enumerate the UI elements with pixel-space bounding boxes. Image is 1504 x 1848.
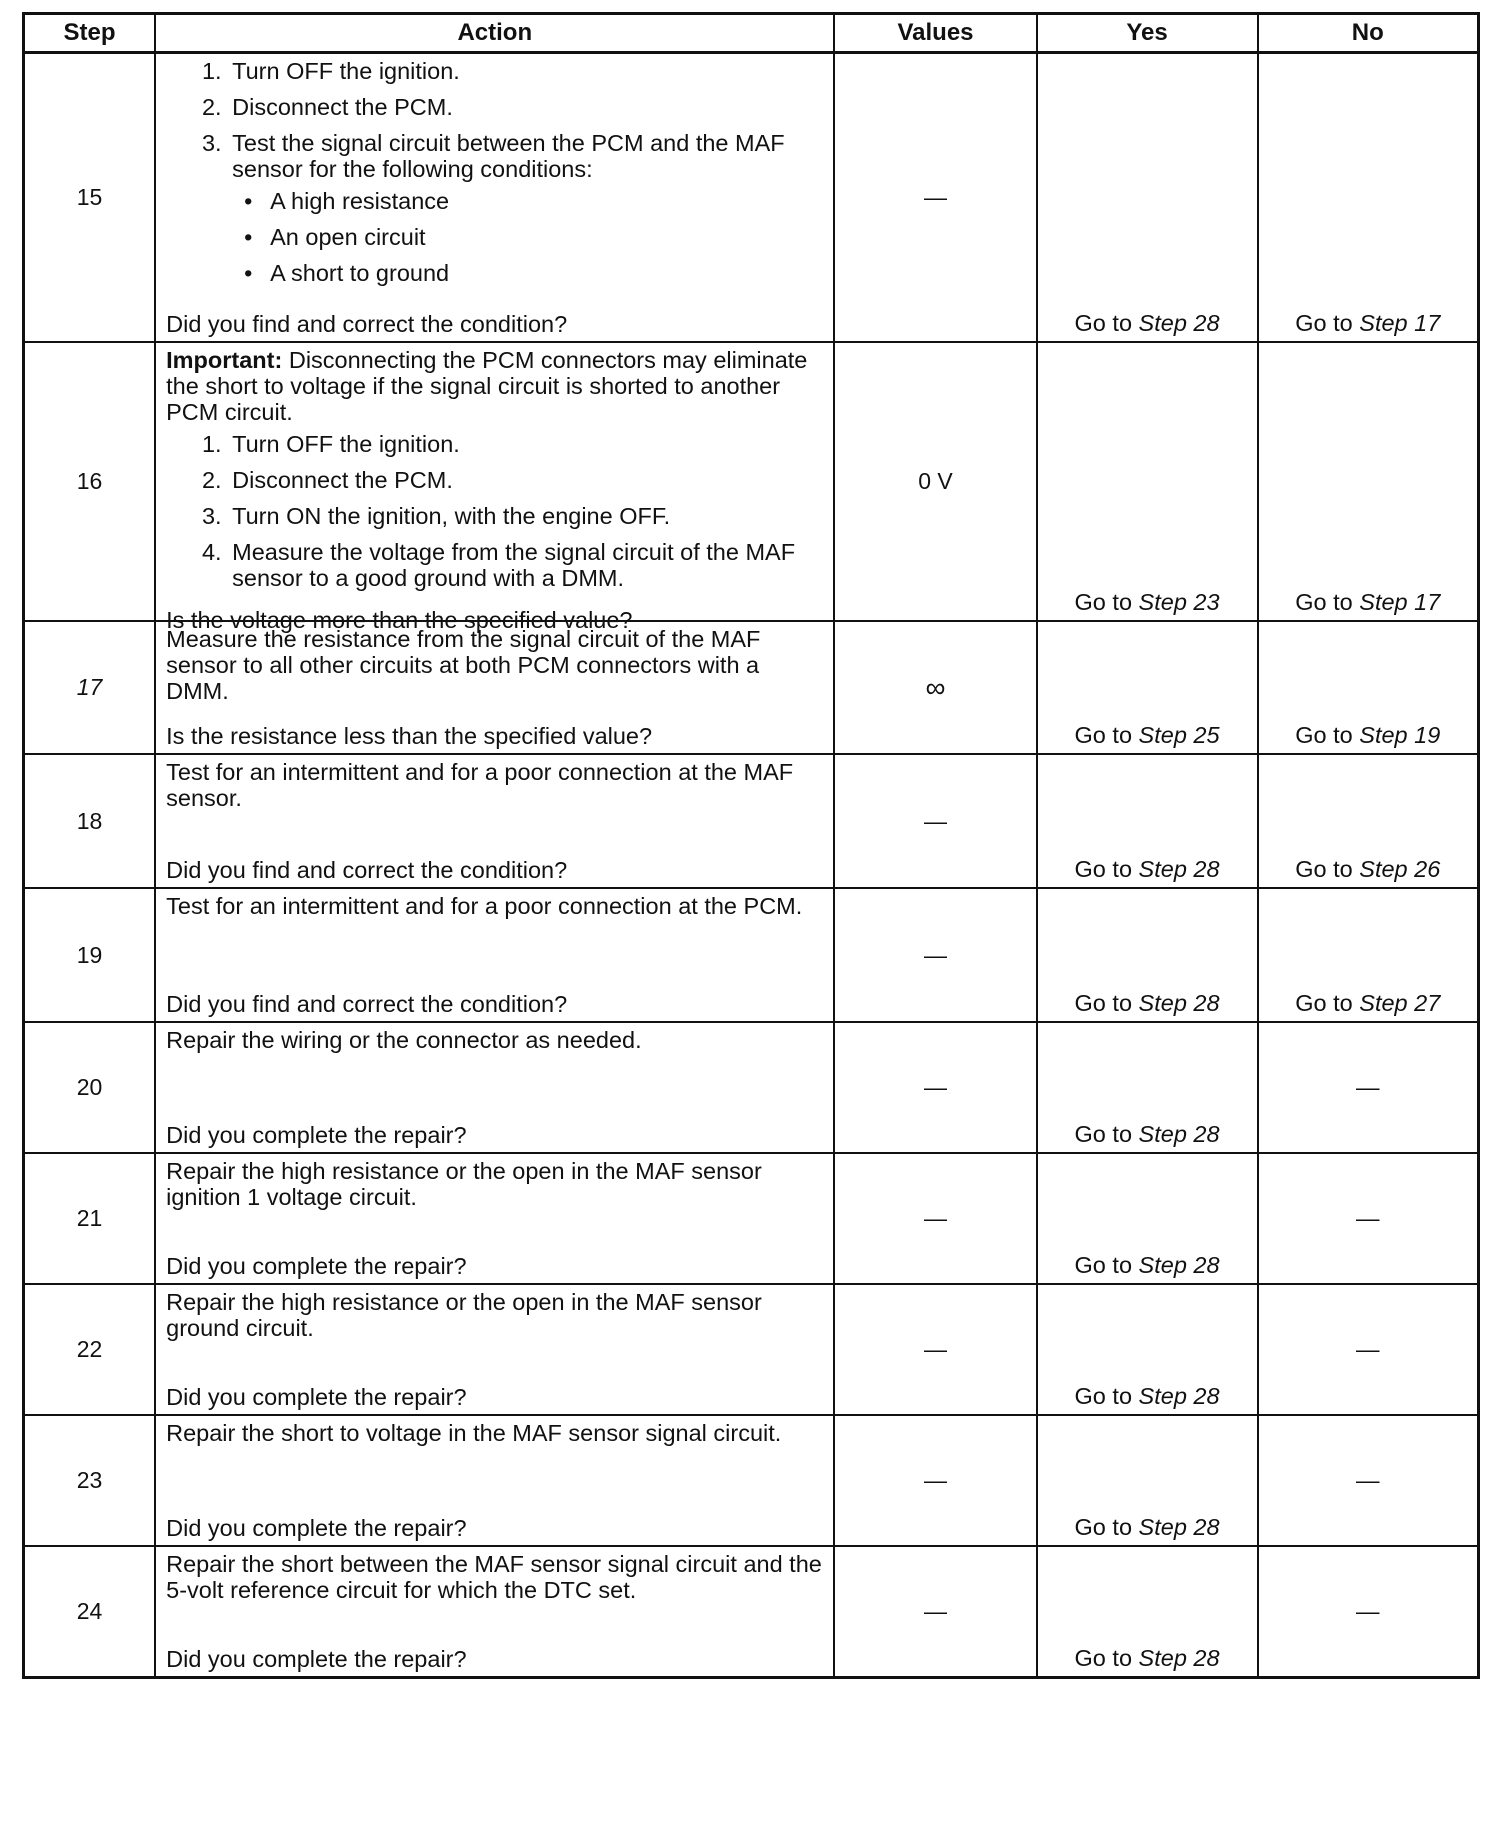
action-cell [155, 754, 834, 888]
step-number: 16 [24, 342, 156, 621]
yes-cell [1037, 1153, 1258, 1284]
no-cell [1258, 621, 1479, 754]
goto-prefix: Go to [1074, 1252, 1133, 1278]
goto-step-link[interactable]: Step 28 [1138, 310, 1220, 336]
goto-step-link[interactable]: Step 26 [1359, 856, 1441, 882]
step-number: 22 [24, 1284, 156, 1415]
values-cell: — [834, 1546, 1036, 1678]
no-cell: — [1258, 1546, 1479, 1678]
values-cell: — [834, 888, 1036, 1022]
action-question: Did you find and correct the condition? [166, 991, 568, 1017]
table-row [24, 621, 1479, 754]
step-number: 24 [24, 1546, 156, 1678]
action-step: 3. Turn ON the ignition, with the engine OFF. [228, 503, 823, 529]
no-cell [1258, 888, 1479, 1022]
table-row [24, 53, 1479, 343]
important-label: Important: [166, 347, 283, 373]
condition-item: • An open circuit [266, 224, 823, 250]
goto-prefix: Go to [1074, 310, 1133, 336]
action-question: Did you find and correct the condition? [166, 311, 568, 337]
yes-cell [1037, 1546, 1258, 1678]
header-no: No [1258, 14, 1479, 53]
goto-prefix: Go to [1295, 310, 1353, 336]
no-cell [1258, 53, 1479, 343]
action-cell [155, 1415, 834, 1546]
action-text: Repair the high resistance or the open in the MAF sensor ignition 1 voltage circuit. [166, 1158, 762, 1210]
table-row [24, 1546, 1479, 1678]
step-number: 17 [24, 621, 156, 754]
action-cell [155, 888, 834, 1022]
goto-prefix: Go to [1074, 722, 1133, 748]
values-cell: — [834, 53, 1036, 343]
no-cell: — [1258, 1284, 1479, 1415]
action-question: Did you complete the repair? [166, 1253, 467, 1279]
action-cell [155, 1546, 834, 1678]
goto-prefix: Go to [1074, 856, 1133, 882]
header-values: Values [834, 14, 1036, 53]
yes-cell [1037, 53, 1258, 343]
goto-step-link[interactable]: Step 19 [1359, 722, 1441, 748]
action-text: Repair the wiring or the connector as needed. [166, 1027, 642, 1053]
step-number: 15 [24, 53, 156, 343]
no-cell: — [1258, 1022, 1479, 1153]
goto-prefix: Go to [1295, 856, 1353, 882]
goto-prefix: Go to [1295, 589, 1353, 615]
table-row [24, 1022, 1479, 1153]
action-question: Is the resistance less than the specified value? [166, 723, 653, 749]
table-row [24, 1284, 1479, 1415]
action-step: 1. Turn OFF the ignition. [228, 58, 823, 84]
action-text: Measure the resistance from the signal circuit of the MAF sensor to all other circuits at both PCM connectors with a DMM. [166, 626, 761, 704]
goto-prefix: Go to [1074, 1514, 1133, 1540]
goto-step-link[interactable]: Step 28 [1138, 1514, 1220, 1540]
action-cell [155, 621, 834, 754]
header-yes: Yes [1037, 14, 1258, 53]
no-cell [1258, 342, 1479, 621]
goto-prefix: Go to [1074, 589, 1133, 615]
yes-cell [1037, 342, 1258, 621]
step-number: 18 [24, 754, 156, 888]
action-question: Did you complete the repair? [166, 1515, 467, 1541]
action-text: Repair the short between the MAF sensor signal circuit and the 5-volt reference circuit for which the DTC set. [166, 1551, 822, 1603]
action-text: Test for an intermittent and for a poor connection at the MAF sensor. [166, 759, 794, 811]
diagnostic-table [22, 12, 1480, 1679]
table-row [24, 1415, 1479, 1546]
action-text: Repair the short to voltage in the MAF sensor signal circuit. [166, 1420, 782, 1446]
values-cell: — [834, 1153, 1036, 1284]
values-cell: — [834, 1415, 1036, 1546]
goto-prefix: Go to [1295, 990, 1353, 1016]
condition-list [232, 188, 823, 286]
header-action: Action [155, 14, 834, 53]
action-step: 2. Disconnect the PCM. [228, 94, 823, 120]
no-cell: — [1258, 1153, 1479, 1284]
action-question: Did you complete the repair? [166, 1384, 467, 1410]
step-number: 23 [24, 1415, 156, 1546]
action-text: Test for an intermittent and for a poor connection at the PCM. [166, 893, 803, 919]
action-step: 4. Measure the voltage from the signal circuit of the MAF sensor to a good ground with a DMM. [228, 539, 823, 591]
yes-cell [1037, 1284, 1258, 1415]
goto-prefix: Go to [1295, 722, 1353, 748]
goto-step-link[interactable]: Step 28 [1138, 1383, 1220, 1409]
goto-step-link[interactable]: Step 23 [1138, 589, 1220, 615]
goto-prefix: Go to [1074, 990, 1133, 1016]
values-cell: ∞ [834, 621, 1036, 754]
action-step: 1. Turn OFF the ignition. [228, 431, 823, 457]
values-cell: 0 V [834, 342, 1036, 621]
table-header-row [24, 14, 1479, 53]
important-note [166, 347, 823, 425]
step-number: 20 [24, 1022, 156, 1153]
goto-step-link[interactable]: Step 28 [1138, 1121, 1220, 1147]
goto-step-link[interactable]: Step 17 [1359, 310, 1441, 336]
action-step: 2. Disconnect the PCM. [228, 467, 823, 493]
goto-step-link[interactable]: Step 17 [1359, 589, 1441, 615]
condition-item: • A high resistance [266, 188, 823, 214]
yes-cell [1037, 888, 1258, 1022]
action-question: Is the voltage more than the specified value? [166, 607, 633, 633]
header-step: Step [24, 14, 156, 53]
goto-step-link[interactable]: Step 25 [1138, 722, 1220, 748]
action-question: Did you find and correct the condition? [166, 857, 568, 883]
no-cell [1258, 754, 1479, 888]
condition-item: • A short to ground [266, 260, 823, 286]
action-steps [166, 431, 823, 591]
yes-cell [1037, 1415, 1258, 1546]
important-text: Disconnecting the PCM connectors may eliminate the short to voltage if the signal circuit is shorted to another PCM circuit. [166, 347, 808, 425]
action-cell [155, 1284, 834, 1415]
values-cell: — [834, 754, 1036, 888]
table-row [24, 754, 1479, 888]
diagnostic-table-page [22, 12, 1480, 1679]
action-cell [155, 53, 834, 343]
table-row [24, 1153, 1479, 1284]
yes-cell [1037, 621, 1258, 754]
values-cell: — [834, 1284, 1036, 1415]
action-cell [155, 1022, 834, 1153]
action-steps [166, 58, 823, 286]
action-text: Repair the high resistance or the open in the MAF sensor ground circuit. [166, 1289, 762, 1341]
yes-cell [1037, 754, 1258, 888]
no-cell: — [1258, 1415, 1479, 1546]
action-step [228, 130, 823, 286]
goto-step-link[interactable]: Step 28 [1138, 856, 1220, 882]
goto-step-link[interactable]: Step 28 [1138, 1645, 1220, 1671]
goto-prefix: Go to [1074, 1121, 1133, 1147]
step-number: 21 [24, 1153, 156, 1284]
action-step-text: Test the signal circuit between the PCM and the MAF sensor for the following conditions: [232, 130, 785, 182]
table-row [24, 342, 1479, 621]
yes-cell [1037, 1022, 1258, 1153]
action-question: Did you complete the repair? [166, 1122, 467, 1148]
goto-prefix: Go to [1074, 1645, 1133, 1671]
values-cell: — [834, 1022, 1036, 1153]
action-cell [155, 1153, 834, 1284]
table-row [24, 888, 1479, 1022]
action-question: Did you complete the repair? [166, 1646, 467, 1672]
goto-step-link[interactable]: Step 28 [1138, 1252, 1220, 1278]
action-cell [155, 342, 834, 633]
goto-prefix: Go to [1074, 1383, 1133, 1409]
step-number: 19 [24, 888, 156, 1022]
goto-step-link[interactable]: Step 28 [1138, 990, 1220, 1016]
goto-step-link[interactable]: Step 27 [1359, 990, 1441, 1016]
